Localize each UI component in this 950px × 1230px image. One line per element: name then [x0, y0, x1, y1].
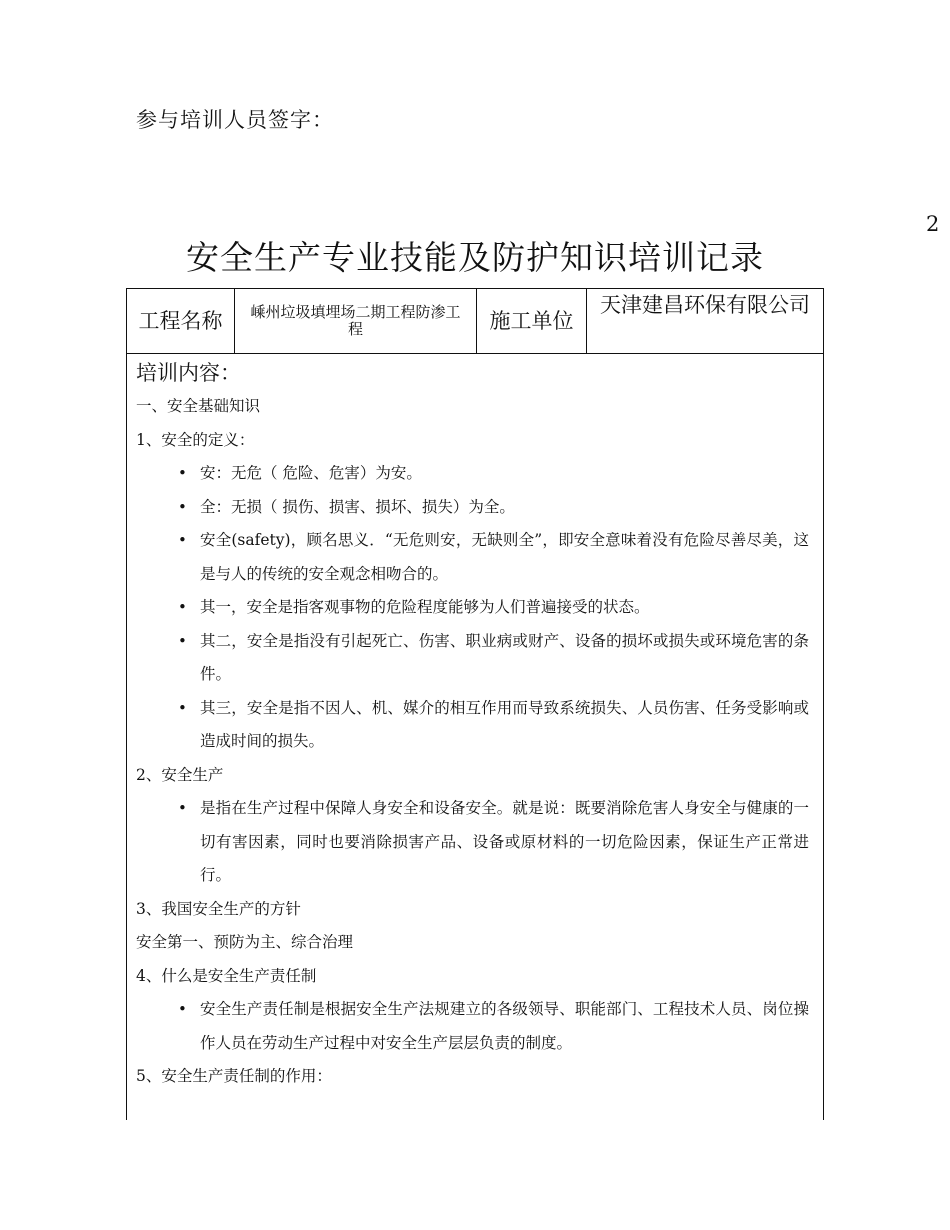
- item4-title: 4、什么是安全生产责任制: [136, 966, 317, 985]
- list-item: • 其三，安全是指不因人、机、媒介的相互作用而导致系统损失、人员伤害、任务受影响或造成时间的损失。: [200, 692, 809, 759]
- list-item: • 全：无损（ 损伤、损害、损坏、损失）为全。: [200, 491, 809, 525]
- item2-bullet-list: [136, 792, 809, 893]
- signature-label: 参与培训人员签字：: [136, 108, 334, 132]
- item3-title: 3、我国安全生产的方针: [136, 899, 301, 918]
- item1-title: 1、安全的定义：: [136, 430, 255, 449]
- list-item: • 安：无危（ 危险、危害）为安。: [200, 457, 809, 491]
- item5-title: 5、安全生产责任制的作用：: [136, 1067, 332, 1085]
- item4-bullet-list: [136, 993, 809, 1060]
- item3-text: 安全第一、预防为主、综合治理: [136, 933, 354, 951]
- list-item: • 是指在生产过程中保障人身安全和设备安全。就是说：既要消除危害人身安全与健康的一切有害因素，同时也要消除损害产品、设备或原材料的一切危险因素，保证生产正常进行。: [200, 792, 809, 893]
- list-item: • 其一，安全是指客观事物的危险程度能够为人们普遍接受的状态。: [200, 591, 809, 625]
- project-name-value: 嵊州垃圾填埋场二期工程防渗工程: [235, 289, 477, 353]
- training-content: [127, 354, 823, 1094]
- content-heading: 培训内容：: [136, 361, 241, 385]
- item2-title: 2、安全生产: [136, 765, 224, 784]
- project-name-label: 工程名称: [127, 289, 235, 353]
- section-basic-knowledge: 一、安全基础知识: [136, 397, 261, 415]
- list-item: • 安全生产责任制是根据安全生产法规建立的各级领导、职能部门、工程技术人员、岗位操作人员在劳动生产过程中对安全生产层层负责的制度。: [200, 993, 809, 1060]
- page-number: 2: [926, 212, 940, 236]
- table-header-row: [127, 289, 823, 354]
- training-record-table: [126, 288, 824, 1120]
- document-title: 安全生产专业技能及防护知识培训记录: [186, 238, 764, 277]
- contractor-label: 施工单位: [477, 289, 587, 353]
- contractor-value: 天津建昌环保有限公司: [600, 293, 810, 317]
- item1-bullet-list: [136, 457, 809, 759]
- list-item: • 其二，安全是指没有引起死亡、伤害、职业病或财产、设备的损坏或损失或环境危害的条件。: [200, 625, 809, 692]
- list-item: • 安全(safety)，顾名思义．“无危则安，无缺则全”，即安全意味着没有危险尽善尽美，这是与人的传统的安全观念相吻合的。: [200, 524, 809, 591]
